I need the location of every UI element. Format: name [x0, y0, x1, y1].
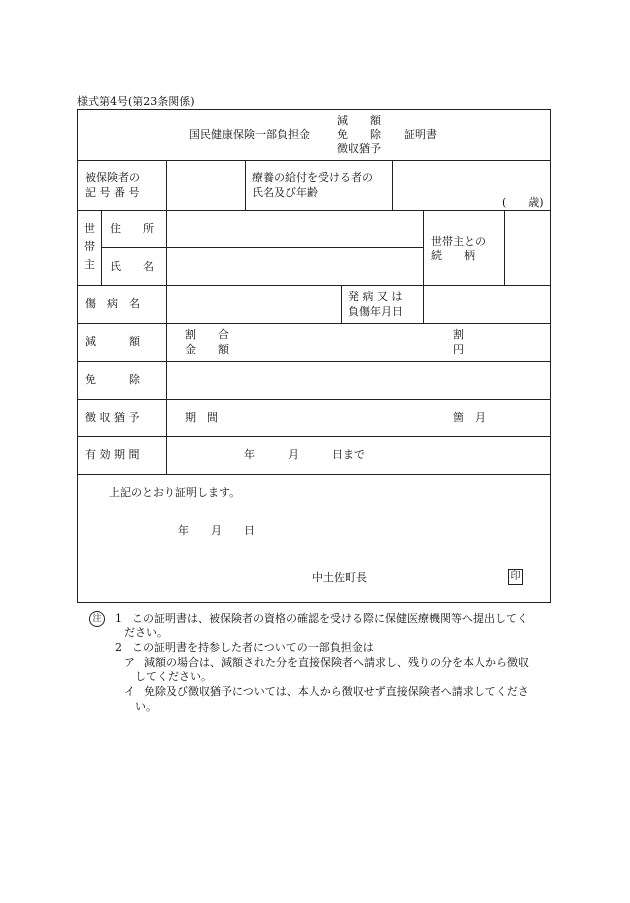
ratio-label: 割 合	[185, 328, 229, 341]
note-sub-label: ア	[124, 656, 135, 669]
household-head-vertical-label: 世 帯 主	[84, 222, 95, 271]
amount-unit: 円	[453, 343, 464, 356]
amount-label: 金 額	[185, 343, 229, 356]
insured-number-label: 記 号 番 号	[85, 186, 140, 199]
note-text: ださい。	[124, 626, 168, 639]
deferral-label: 徴 収 猶 予	[85, 411, 140, 424]
row-divider	[77, 361, 551, 362]
note-text: してください。	[135, 670, 212, 683]
row-divider	[77, 474, 551, 475]
certification-statement: 上記のとおり証明します。	[109, 486, 241, 499]
patient-name-age-label: 療養の給付を受ける者の	[252, 171, 373, 184]
note-number: 2	[115, 641, 122, 654]
note-text: この証明書は、被保険者の資格の確認を受ける際に保健医療機関等へ提出してく	[132, 612, 528, 625]
column-divider	[245, 160, 246, 210]
exemption-label: 免 除	[85, 373, 140, 386]
header-title-suffix: 証明書	[404, 128, 437, 141]
row-divider	[77, 399, 551, 400]
row-divider	[77, 160, 551, 161]
column-divider	[423, 210, 424, 285]
relation-label: 世帯主との	[431, 235, 486, 248]
age-unit: ( 歳)	[502, 196, 544, 209]
validity-period-label: 有 効 期 間	[85, 448, 140, 461]
disease-name-label: 傷 病 名	[85, 297, 140, 310]
note-sub-label: イ	[124, 685, 135, 698]
period-label: 期 間	[185, 411, 218, 424]
row-divider	[77, 285, 551, 286]
months-unit: 箇 月	[453, 411, 486, 424]
note-text: い。	[135, 700, 157, 713]
name-label: 氏 名	[110, 260, 154, 273]
note-text: この証明書を持参した者についての一部負担金は	[132, 641, 374, 654]
reduction-label: 減 額	[85, 335, 140, 348]
column-divider	[504, 210, 505, 285]
note-text: 免除及び徴収猶予については、本人から徴収せず直接保険者へ請求してくださ	[144, 685, 529, 698]
insured-number-label: 被保険者の	[85, 171, 140, 184]
form-number-label: 様式第4号(第23条関係)	[77, 95, 195, 108]
row-divider	[101, 247, 423, 248]
column-divider	[341, 285, 342, 323]
header-option-exemption: 免 除	[337, 128, 381, 141]
validity-date: 年 月 日まで	[244, 448, 365, 461]
row-divider	[77, 323, 551, 324]
relation-label: 続 柄	[431, 249, 475, 262]
header-option-deferral: 徴収猶予	[337, 142, 381, 155]
column-divider	[166, 160, 167, 474]
patient-name-age-label: 氏名及び年齢	[252, 186, 318, 199]
issuer-name: 中土佐町長	[312, 571, 367, 584]
row-divider	[77, 210, 551, 211]
column-divider	[423, 285, 424, 323]
onset-date-label: 発 病 又 は	[348, 290, 403, 303]
header-title-main: 国民健康保険一部負担金	[189, 128, 310, 141]
column-divider	[392, 160, 393, 210]
note-text: 減額の場合は、減額された分を直接保険者へ請求し、残りの分を本人から徴収	[144, 656, 529, 669]
certification-date: 年 月 日	[178, 524, 255, 537]
address-label: 住 所	[110, 222, 154, 235]
ratio-unit: 割	[453, 328, 464, 341]
onset-date-label: 負傷年月日	[348, 305, 403, 318]
seal-mark: 印	[508, 569, 523, 585]
note-mark-icon: 注	[89, 611, 105, 627]
column-divider	[101, 210, 102, 285]
row-divider	[77, 436, 551, 437]
header-option-reduction: 減 額	[337, 114, 381, 127]
note-number: 1	[115, 612, 122, 625]
